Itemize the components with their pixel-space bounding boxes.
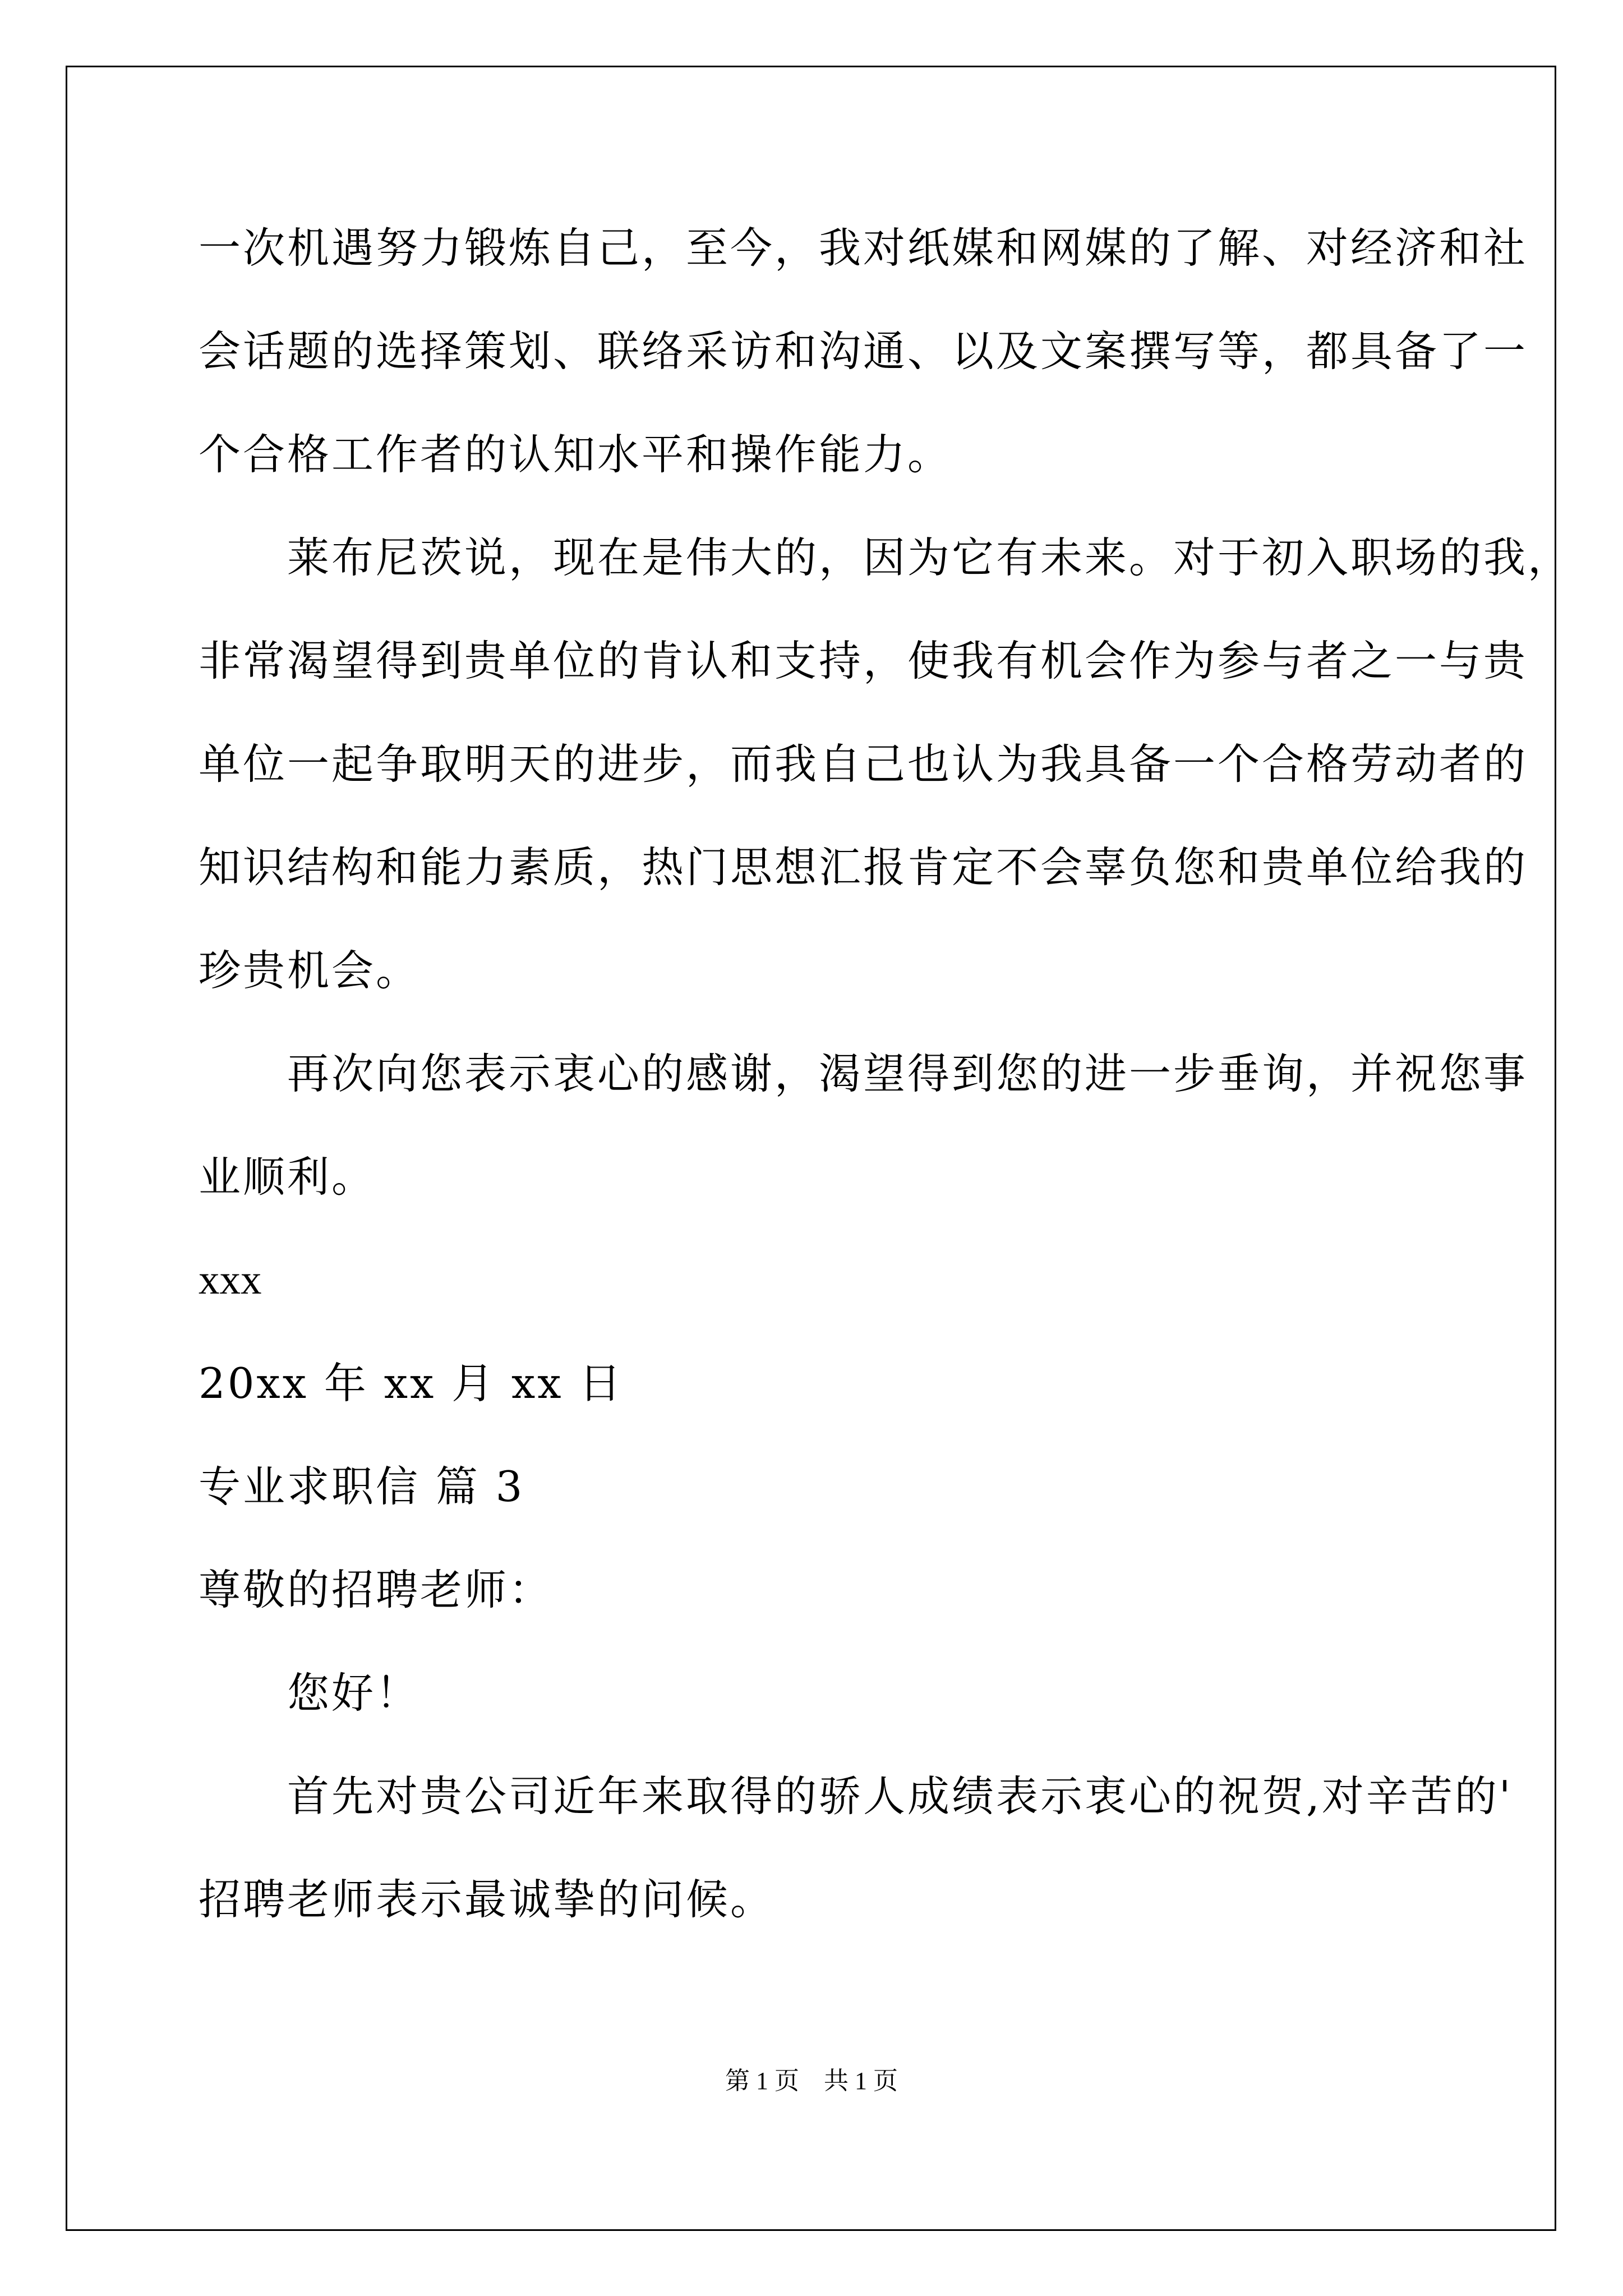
text-line: 一次机遇努力锻炼自己，至今，我对纸媒和网媒的了解、对经济和社 [199, 223, 1528, 273]
section-heading: 专业求职信 篇 3 [199, 1462, 525, 1511]
signature-name: xxx [199, 1257, 262, 1303]
text-line: 单位一起争取明天的进步，而我自己也认为我具备一个合格劳动者的 [199, 739, 1528, 789]
text-line: 首先对贵公司近年来取得的骄人成绩表示衷心的祝贺,对辛苦的' [199, 1772, 1513, 1821]
text-line: 业顺利。 [199, 1152, 376, 1202]
text-line: 知识结构和能力素质，热门思想汇报肯定不会辜负您和贵单位给我的 [199, 843, 1528, 892]
text-line: 再次向您表示衷心的感谢，渴望得到您的进一步垂询，并祝您事 [199, 1049, 1528, 1098]
text-line: 珍贵机会。 [199, 946, 421, 995]
salutation: 尊敬的招聘老师： [199, 1565, 554, 1614]
text-line: 会话题的选择策划、联络采访和沟通、以及文案撰写等，都具备了一 [199, 326, 1528, 376]
signature-date: 20xx 年 xx 月 xx 日 [199, 1359, 624, 1408]
text-line: 莱布尼茨说，现在是伟大的，因为它有未来。对于初入职场的我， [199, 533, 1573, 582]
text-line: 非常渴望得到贵单位的肯认和支持，使我有机会作为参与者之一与贵 [199, 636, 1528, 685]
text-line: 招聘老师表示最诚挚的问候。 [199, 1875, 775, 1924]
page-number-footer: 第 1 页 共 1 页 [725, 2067, 898, 2095]
greeting: 您好！ [199, 1668, 421, 1718]
text-line: 个合格工作者的认知水平和操作能力。 [199, 430, 952, 479]
